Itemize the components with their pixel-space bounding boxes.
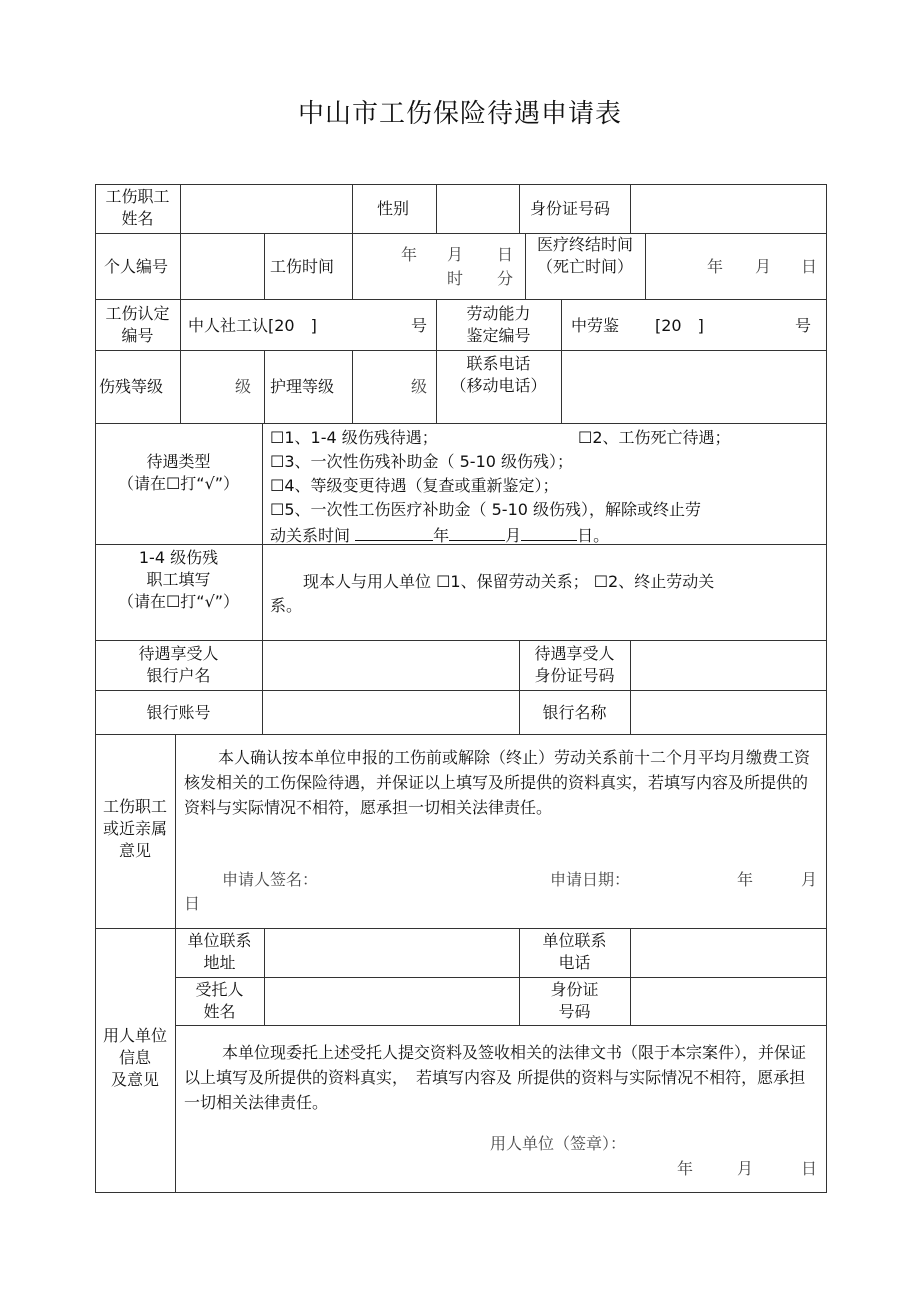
day-blank[interactable] [521,522,577,541]
seal-year: 年 [677,1159,694,1178]
row-divider [95,734,827,735]
option-lump-sum-medical[interactable]: ☐5、一次性工伤医疗补助金（ 5-10 级伤残），解除或终止劳 [270,500,702,519]
disability-level-unit: 级 [235,377,252,396]
col-divider [630,640,631,734]
label-personal-number: 个人编号 [104,257,169,276]
label-injury-time: 工伤时间 [270,257,335,276]
labor-relation-end-time: 动关系时间 年 月 日。 [270,522,609,547]
col-divider [630,184,631,233]
apply-year: 年 [737,870,754,889]
option-death-benefit[interactable]: ☐2、工伤死亡待遇； [578,428,731,447]
label-agent-id-number: 身份证 号码 [550,980,599,1021]
label-holder-id-number: 待遇享受人 身份证号码 [534,644,615,685]
year-blank[interactable] [355,522,433,541]
option-level-change[interactable]: ☐4、等级变更待遇（复查或重新鉴定）； [270,476,559,495]
employer-statement: 本单位现委托上述受托人提交资料及签收相关的法律文书（限于本宗案件），并保证以上填写及所提供的资料真实， 若填写内容及 所提供的资料与实际情况不相符，愿承担一切相关法律责任。 [184,1043,807,1112]
injury-hour: 时 [447,269,464,288]
col-divider [436,184,437,233]
cert-number-suffix: 号 [411,316,428,335]
injury-month: 月 [447,245,464,264]
worker-statement: 本人确认按本单位申报的工伤前或解除（终止）劳动关系前十二个月平均月缴费工资核发相关的工伤保险待遇，并保证以上填写及所提供的资料真实，若填写内容及所提供的资料与实际情况不相符，愿承担一切相关法律责任。 [184,748,811,817]
col-divider [180,350,181,423]
label-nursing-level: 护理等级 [270,377,335,396]
col-divider [561,350,562,423]
label-bank-name: 银行名称 [542,703,607,722]
label-worker-name: 工伤职工 姓名 [105,187,170,228]
row-divider [95,423,827,424]
label-treatment-end-time: 医疗终结时间 （死亡时间） [536,235,633,276]
label-benefit-type: 待遇类型 （请在☐打“√”） [117,452,240,493]
option-lump-sum-disability[interactable]: ☐3、一次性伤残补助金（ 5-10 级伤残）； [270,452,574,471]
label-employer-phone: 单位联系 电话 [542,931,607,972]
col-divider [352,233,353,299]
label-injury-cert-number: 工伤认定 编号 [105,304,170,345]
col-divider [561,299,562,350]
month-blank[interactable] [449,522,505,541]
label-bank-account: 银行账号 [146,703,211,722]
col-divider [180,299,181,350]
label-employer-address: 单位联系 地址 [187,931,252,972]
ability-number-suffix: 号 [795,316,812,335]
cert-number-prefix: 中人社工认[20 ] [188,316,317,335]
col-divider [352,184,353,233]
col-divider [645,233,646,299]
col-divider [630,928,631,1025]
row-divider [95,640,827,641]
label-bank-account-name: 待遇享受人 银行户名 [138,644,219,685]
end-month: 月 [755,257,772,276]
label-employer-seal: 用人单位（签章）： [490,1134,627,1153]
ability-number-prefix: 中劳鉴 [571,316,620,335]
label-gender: 性别 [377,199,410,218]
seal-month: 月 [737,1159,754,1178]
injury-minute: 分 [497,269,514,288]
row-divider [95,299,827,300]
label-worker-opinion: 工伤职工 或近亲属 意见 [102,797,167,860]
col-divider [264,350,265,423]
ability-number-bracket: [20 ] [655,316,704,335]
label-worker-fill: 1-4 级伤残 职工填写 （请在☐打“√”） [117,548,240,611]
labor-relation-choice[interactable]: 现本人与用人单位 ☐1、保留劳动关系； ☐2、终止劳动关 [303,572,715,591]
label-applicant-signature: 申请人签名： [222,870,319,889]
row-divider [95,350,827,351]
row-divider [95,233,827,234]
injury-year: 年 [401,245,418,264]
table-border [95,184,827,185]
col-divider [264,233,265,299]
end-day: 日 [801,257,818,276]
row-divider [175,1025,827,1026]
label-disability-level: 伤残等级 [99,377,164,396]
row-divider [95,690,827,691]
col-divider [352,350,353,423]
col-divider [180,233,181,299]
end-year: 年 [707,257,724,276]
labor-relation-choice-cont: 系。 [270,596,303,615]
table-border [95,1192,827,1193]
col-divider [519,184,520,233]
apply-day: 日 [184,894,201,913]
apply-month: 月 [801,870,818,889]
seal-day: 日 [801,1159,818,1178]
label-application-date: 申请日期： [550,870,631,889]
label-id-number: 身份证号码 [530,199,611,218]
label-employer-info: 用人单位 信息 及意见 [102,1026,167,1089]
injury-day: 日 [497,245,514,264]
row-divider [175,977,827,978]
nursing-level-unit: 级 [411,377,428,396]
label-contact-phone: 联系电话 （移动电话） [450,354,547,395]
option-1-4-disability[interactable]: ☐1、1-4 级伤残待遇； [270,428,438,447]
table-border [826,184,827,1193]
col-divider [262,423,263,734]
col-divider [264,928,265,1025]
row-divider [95,928,827,929]
col-divider [180,184,181,233]
page-title: 中山市工伤保险待遇申请表 [297,99,622,129]
label-agent-name: 受托人 姓名 [195,980,244,1021]
label-ability-assessment-number: 劳动能力 鉴定编号 [466,304,531,345]
